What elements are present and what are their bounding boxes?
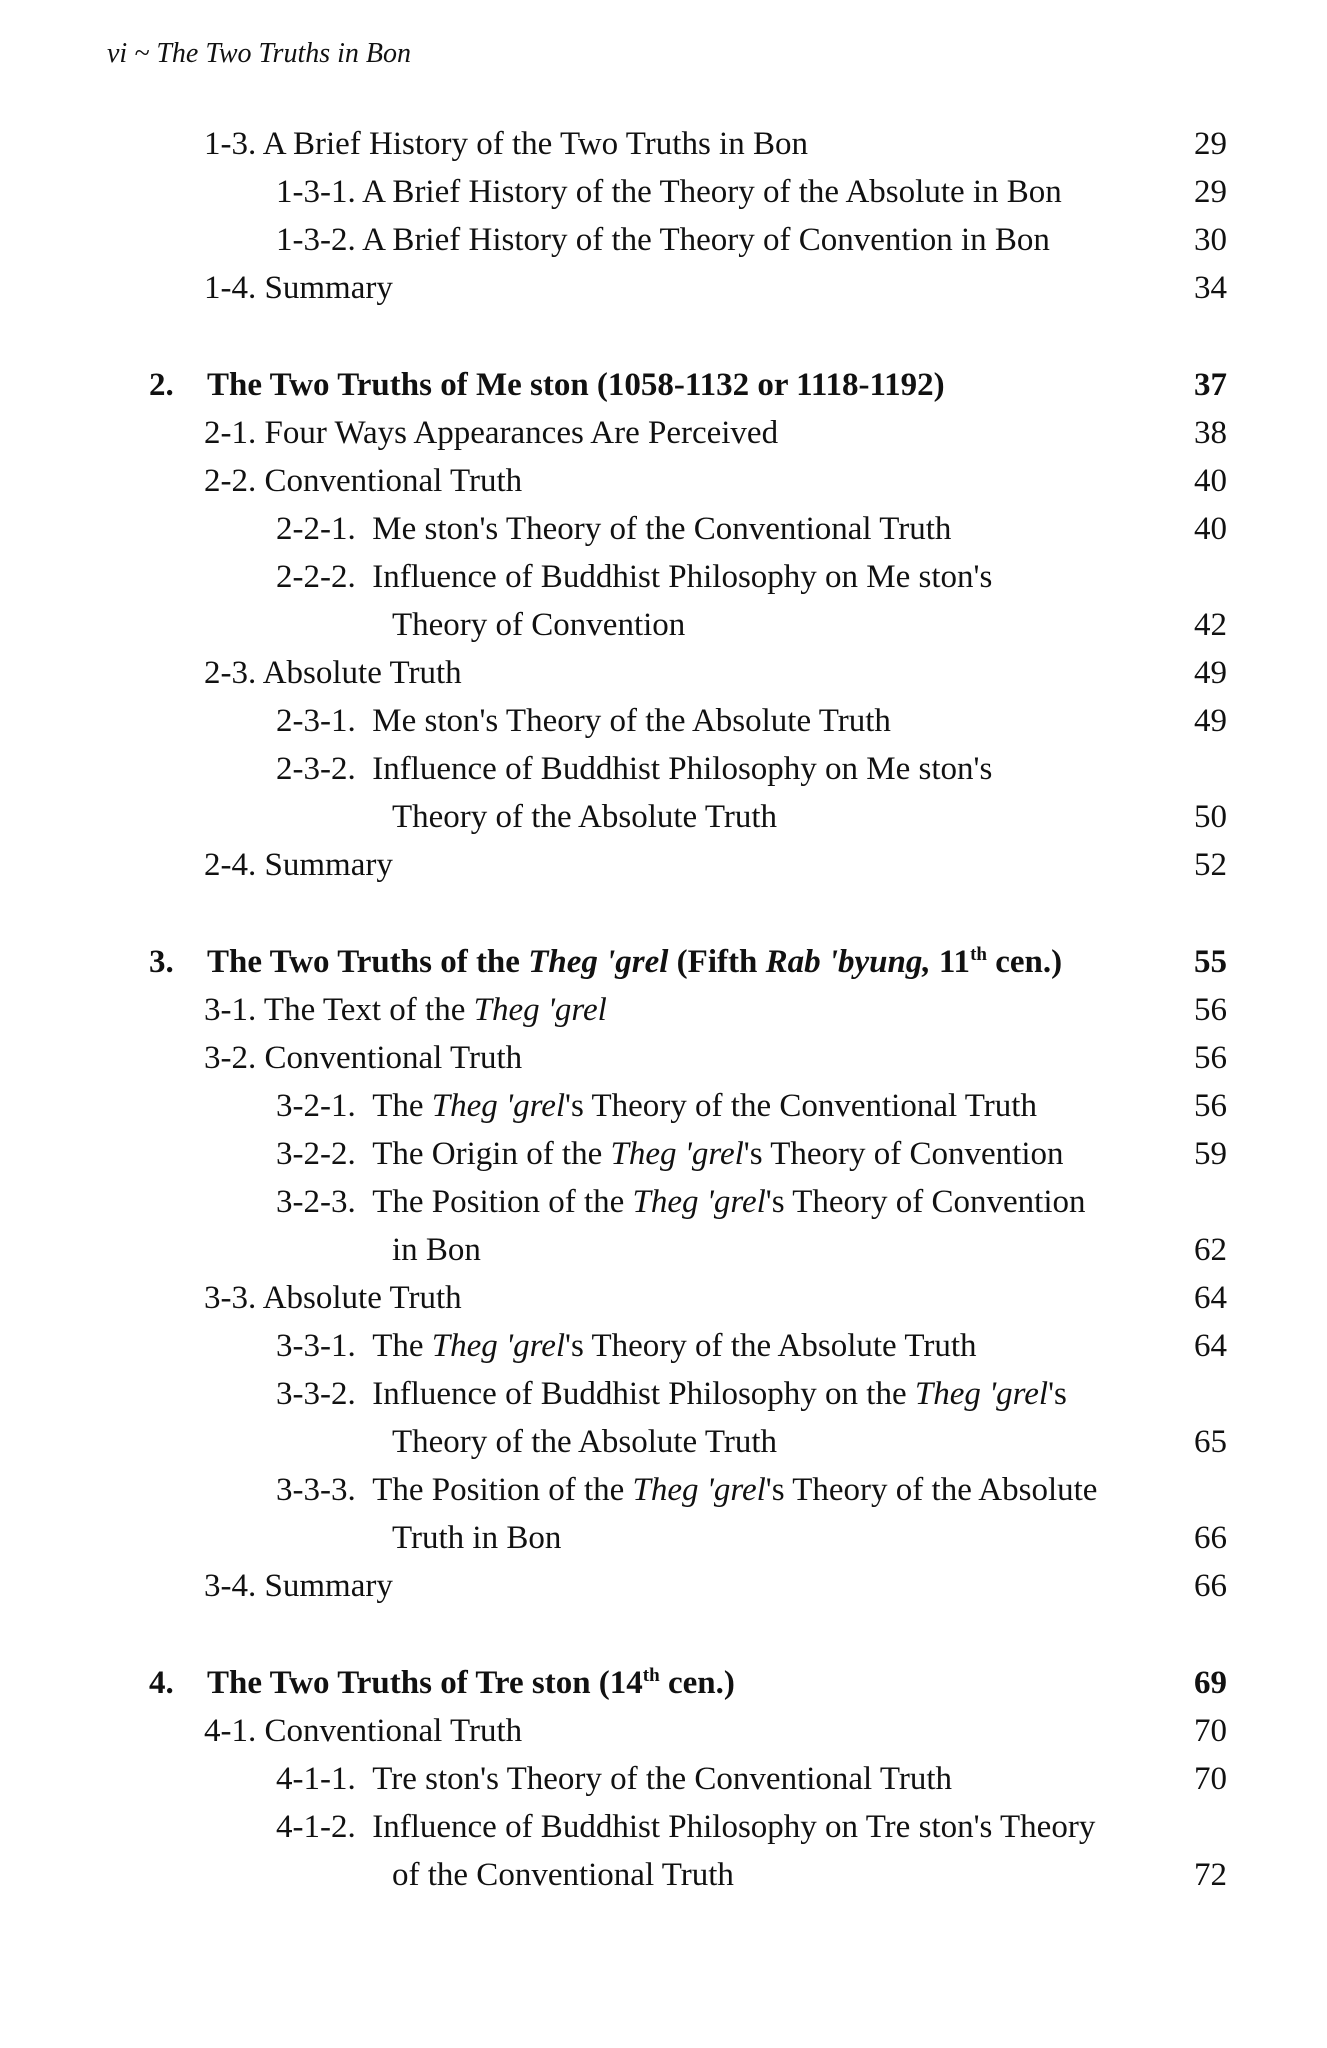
toc-entry-continued: Theory of Convention 42 (0, 601, 1327, 649)
page-number: 65 (1194, 1424, 1227, 1460)
toc-entry-continued: of the Conventional Truth 72 (0, 1851, 1327, 1899)
running-head: vi ~ The Two Truths in Bon (107, 38, 412, 69)
page-number: 40 (1194, 511, 1227, 547)
page-number: 29 (1194, 174, 1227, 210)
toc-entry: 3-1. The Text of the Theg 'grel 56 (0, 986, 1327, 1034)
toc-entry: 2-2. Conventional Truth 40 (0, 457, 1327, 505)
toc-entry: 3-2-3. The Position of the Theg 'grel's Theory of Convention (276, 1184, 1086, 1220)
toc-entry-continued: Theory of the Absolute Truth 50 (0, 793, 1327, 841)
toc-entry: 3-3-1. The Theg 'grel's Theory of the Absolute Truth 64 (0, 1322, 1327, 1370)
toc-entry: 4-1-1. Tre ston's Theory of the Conventional Truth 70 (0, 1755, 1327, 1803)
toc-entry-continued: Theory of the Absolute Truth 65 (0, 1418, 1327, 1466)
toc-entry: 1-3-2. A Brief History of the Theory of Convention in Bon 30 (0, 216, 1327, 264)
toc-entry: 2-2-1. Me ston's Theory of the Conventional Truth 40 (0, 505, 1327, 553)
toc-entry: 1-3. A Brief History of the Two Truths in Bon 29 (0, 120, 1327, 168)
toc-entry: 2-3-2. Influence of Buddhist Philosophy on Me ston's (276, 751, 993, 787)
page-number: 66 (1194, 1568, 1227, 1604)
page-number: 49 (1194, 655, 1227, 691)
toc-chapter: 4. The Two Truths of Tre ston (14th cen.) 69 (0, 1659, 1327, 1707)
page-number: 34 (1194, 270, 1227, 306)
toc-entry-continued: in Bon 62 (0, 1226, 1327, 1274)
page-number: 64 (1194, 1328, 1227, 1364)
toc-entry-continued: Truth in Bon 66 (0, 1514, 1327, 1562)
page-number: 42 (1194, 607, 1227, 643)
toc-entry: 1-3-1. A Brief History of the Theory of the Absolute in Bon 29 (0, 168, 1327, 216)
page-number: 55 (1194, 944, 1227, 980)
toc-entry: 4-1-2. Influence of Buddhist Philosophy on Tre ston's Theory (276, 1809, 1096, 1845)
page-number: 72 (1194, 1857, 1227, 1893)
toc-entry: 2-1. Four Ways Appearances Are Perceived 38 (0, 409, 1327, 457)
page-number: 64 (1194, 1280, 1227, 1316)
page-number: 56 (1194, 992, 1227, 1028)
toc-entry: 3-3. Absolute Truth 64 (0, 1274, 1327, 1322)
toc-entry: 3-3-3. The Position of the Theg 'grel's Theory of the Absolute (276, 1472, 1098, 1508)
toc-entry: 4-1. Conventional Truth 70 (0, 1707, 1327, 1755)
page-number: 38 (1194, 415, 1227, 451)
toc-entry: 3-4. Summary 66 (0, 1562, 1327, 1610)
toc-entry: 3-2-1. The Theg 'grel's Theory of the Conventional Truth 56 (0, 1082, 1327, 1130)
table-of-contents (0, 120, 1327, 1899)
page-number: 70 (1194, 1761, 1227, 1797)
toc-entry: 3-2. Conventional Truth 56 (0, 1034, 1327, 1082)
page-number: 62 (1194, 1232, 1227, 1268)
toc-entry: 3-3-2. Influence of Buddhist Philosophy on the Theg 'grel's (276, 1376, 1067, 1412)
page-number: 37 (1194, 367, 1227, 403)
page-number: 56 (1194, 1088, 1227, 1124)
page-number: 40 (1194, 463, 1227, 499)
toc-chapter: 3. The Two Truths of the Theg 'grel (Fifth Rab 'byung, 11th cen.) 55 (0, 938, 1327, 986)
toc-entry: 2-3. Absolute Truth 49 (0, 649, 1327, 697)
page-number: 70 (1194, 1713, 1227, 1749)
page-number: 30 (1194, 222, 1227, 258)
page-number: 69 (1194, 1665, 1227, 1701)
toc-entry: 2-4. Summary 52 (0, 841, 1327, 889)
toc-chapter: 2. The Two Truths of Me ston (1058-1132 or 1118-1192) 37 (0, 361, 1327, 409)
page-number: 49 (1194, 703, 1227, 739)
page-number: 56 (1194, 1040, 1227, 1076)
toc-entry: 1-4. Summary 34 (0, 264, 1327, 312)
page-number: 59 (1194, 1136, 1227, 1172)
page-number: 29 (1194, 126, 1227, 162)
page-number: 66 (1194, 1520, 1227, 1556)
toc-entry: 2-2-2. Influence of Buddhist Philosophy on Me ston's (276, 559, 993, 595)
toc-entry: 2-3-1. Me ston's Theory of the Absolute Truth 49 (0, 697, 1327, 745)
toc-entry: 3-2-2. The Origin of the Theg 'grel's Theory of Convention 59 (0, 1130, 1327, 1178)
page-number: 52 (1194, 847, 1227, 883)
page-number: 50 (1194, 799, 1227, 835)
